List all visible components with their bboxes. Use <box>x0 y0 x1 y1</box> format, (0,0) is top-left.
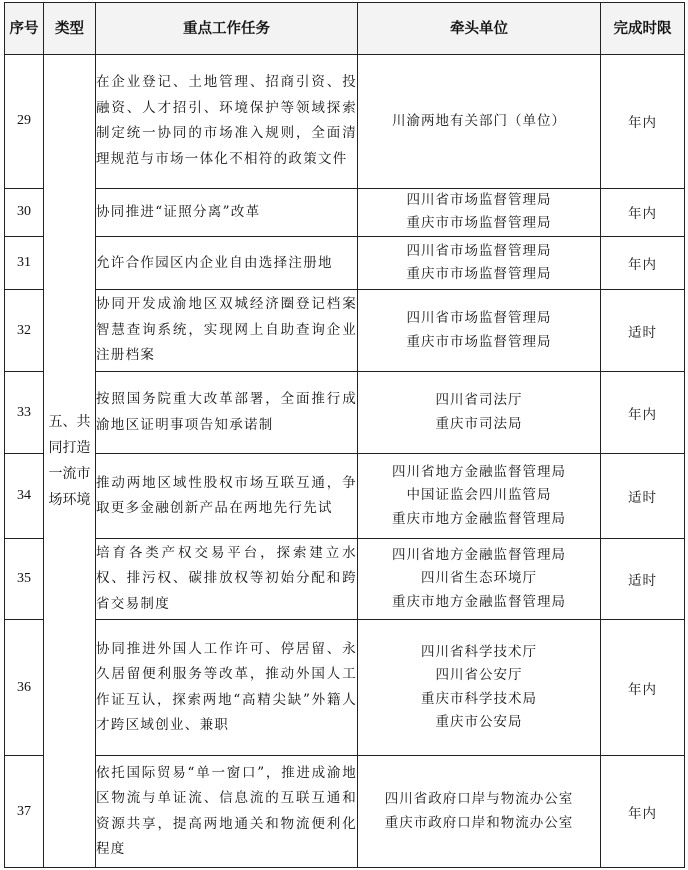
header-index: 序号 <box>5 3 44 55</box>
task-description: 协同推进“证照分离”改革 <box>96 188 358 236</box>
row-index: 37 <box>5 756 44 868</box>
table-header-row <box>5 3 685 55</box>
table-row <box>5 371 685 454</box>
deadline: 适时 <box>601 538 685 620</box>
header-category: 类型 <box>44 3 96 55</box>
row-index: 34 <box>5 454 44 539</box>
task-description: 协同开发成渝地区双城经济圈登记档案智慧查询系统，实现网上自助查询企业注册档案 <box>96 290 358 372</box>
row-index: 35 <box>5 538 44 620</box>
table-row <box>5 454 685 539</box>
lead-unit: 重庆市市场监督管理局 <box>406 215 552 232</box>
lead-unit: 四川省科学技术厅 <box>421 643 537 660</box>
lead-units <box>358 290 601 372</box>
task-description: 推动两地区域性股权市场互联互通，争取更多金融创新产品在两地先行先试 <box>96 454 358 539</box>
task-description: 允许合作园区内企业自由选择注册地 <box>96 237 358 290</box>
deadline: 年内 <box>601 371 685 454</box>
lead-units <box>358 620 601 756</box>
row-index: 36 <box>5 620 44 756</box>
lead-unit: 四川省市场监督管理局 <box>406 310 552 327</box>
lead-unit: 四川省公安厅 <box>435 667 523 684</box>
lead-unit: 四川省市场监督管理局 <box>406 191 552 208</box>
lead-unit: 重庆市司法局 <box>435 415 523 432</box>
header-deadline: 完成时限 <box>601 3 685 55</box>
lead-unit: 重庆市公安局 <box>435 714 523 731</box>
table-row <box>5 290 685 372</box>
lead-unit: 四川省生态环境厅 <box>421 570 537 587</box>
table-row <box>5 188 685 236</box>
lead-unit: 重庆市政府口岸和物流办公室 <box>384 814 574 831</box>
lead-unit: 四川省市场监督管理局 <box>406 242 552 259</box>
header-lead: 牵头单位 <box>358 3 601 55</box>
table-row <box>5 620 685 756</box>
row-index: 30 <box>5 188 44 236</box>
lead-unit: 四川省司法厅 <box>435 392 523 409</box>
row-index: 31 <box>5 237 44 290</box>
task-description: 在企业登记、土地管理、招商引资、投融资、人才招引、环境保护等领域探索制定统一协同的市场准入规则，全面清理规范与市场一体化不相符的政策文件 <box>96 55 358 189</box>
lead-units <box>358 756 601 868</box>
task-description: 协同推进外国人工作许可、停居留、永久居留便利服务等改革，推动外国人工作证互认，探索两地“高精尖缺”外籍人才跨区域创业、兼职 <box>96 620 358 756</box>
lead-units <box>358 237 601 290</box>
task-description: 按照国务院重大改革部署，全面推行成渝地区证明事项告知承诺制 <box>96 371 358 454</box>
table-row <box>5 538 685 620</box>
lead-units <box>358 188 601 236</box>
deadline: 适时 <box>601 290 685 372</box>
table-row <box>5 756 685 868</box>
deadline: 年内 <box>601 188 685 236</box>
task-table <box>4 2 685 868</box>
lead-units <box>358 538 601 620</box>
row-index: 32 <box>5 290 44 372</box>
lead-unit: 重庆市市场监督管理局 <box>406 266 552 283</box>
lead-unit: 重庆市地方金融监督管理局 <box>392 593 566 610</box>
header-task: 重点工作任务 <box>96 3 358 55</box>
deadline: 年内 <box>601 620 685 756</box>
deadline: 年内 <box>601 237 685 290</box>
lead-units <box>358 371 601 454</box>
lead-unit: 川渝两地有关部门（单位） <box>392 112 566 129</box>
category-cell: 五、共同打造一流市场环境 <box>44 55 96 868</box>
deadline: 适时 <box>601 454 685 539</box>
row-index: 29 <box>5 55 44 189</box>
task-description: 依托国际贸易“单一窗口”，推进成渝地区物流与单证流、信息流的互联互通和资源共享，提高两地通关和物流便利化程度 <box>96 756 358 868</box>
lead-unit: 重庆市市场监督管理局 <box>406 333 552 350</box>
lead-unit: 中国证监会四川监管局 <box>406 487 552 504</box>
lead-units <box>358 454 601 539</box>
lead-units <box>358 55 601 189</box>
lead-unit: 四川省地方金融监督管理局 <box>392 463 566 480</box>
lead-unit: 重庆市科学技术局 <box>421 690 537 707</box>
lead-unit: 四川省地方金融监督管理局 <box>392 546 566 563</box>
table-row <box>5 237 685 290</box>
deadline: 年内 <box>601 756 685 868</box>
task-description: 培育各类产权交易平台，探索建立水权、排污权、碳排放权等初始分配和跨省交易制度 <box>96 538 358 620</box>
row-index: 33 <box>5 371 44 454</box>
table-body <box>5 55 685 868</box>
deadline: 年内 <box>601 55 685 189</box>
lead-unit: 重庆市地方金融监督管理局 <box>392 510 566 527</box>
table-row <box>5 55 685 189</box>
lead-unit: 四川省政府口岸与物流办公室 <box>384 791 574 808</box>
